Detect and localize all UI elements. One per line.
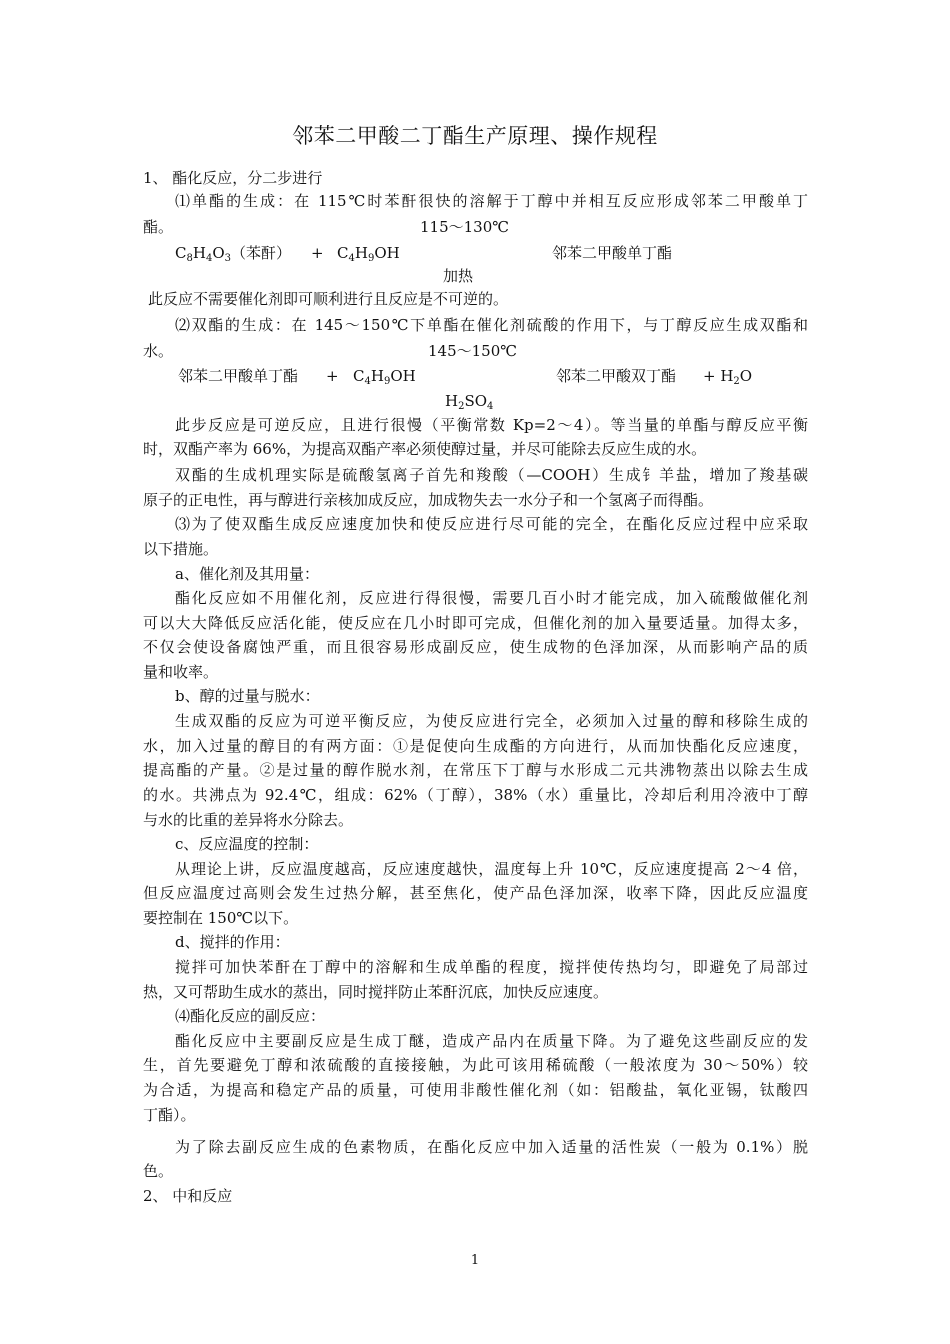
paragraph-line: 以下措施。 [143, 540, 219, 558]
reaction-product: 邻苯二甲酸双丁酯 [556, 367, 677, 385]
formula-water: + $H_2O$ [703, 367, 753, 387]
page-number: 1 [470, 1253, 480, 1268]
paragraph-line: 但反应温度过高则会发生过热分解，甚至焦化，使产品色泽加深，收率下降，因此反应温度 [143, 884, 808, 902]
paragraph-line: 酯。 [143, 218, 174, 236]
paragraph-line: 量和收率。 [143, 663, 219, 681]
paragraph-line: 酯化反应中主要副反应是生成丁醚，造成产品内在质量下降。为了避免这些副反应的发 [175, 1032, 808, 1050]
paragraph-line: 的水。共沸点为 92.4℃，组成：62%（丁醇），38%（水）重量比，冷却后利用冷液中丁醇 [143, 786, 808, 804]
subheading-d: d、搅拌的作用： [175, 933, 290, 951]
subheading-b: b、醇的过量与脱水： [175, 687, 320, 705]
paragraph-line: 原子的正电性，再与醇进行亲核加成反应，加成物失去一水分子和一个氢离子而得酯。 [143, 491, 714, 509]
paragraph-line: 酯化反应如不用催化剂，反应进行得很慢，需要几百小时才能完成，加入硫酸做催化剂 [175, 589, 808, 607]
paragraph-line: 热，又可帮助生成水的蒸出，同时搅拌防止苯酐沉底，加快反应速度。 [143, 983, 609, 1001]
subheading-a: a、催化剂及其用量： [175, 565, 319, 583]
paragraph-line: 水。 [143, 342, 174, 360]
paragraph-line: 此反应不需要催化剂即可顺利进行且反应是不可逆的。 [148, 290, 509, 308]
paragraph-line: 搅拌可加快苯酐在丁醇中的溶解和生成单酯的程度，搅拌使传热均匀，即避免了局部过 [175, 958, 808, 976]
paragraph-line: 与水的比重的差异将水分除去。 [143, 811, 354, 829]
paragraph-line: ⑴单酯的生成：在 115℃时苯酐很快的溶解于丁醇中并相互反应形成邻苯二甲酸单丁 [175, 192, 808, 210]
paragraph-line: 双酯的生成机理实际是硫酸氢离子首先和羧酸（—COOH）生成钅羊盐，增加了羧基碳 [175, 466, 808, 484]
paragraph-line: 从理论上讲，反应温度越高，反应速度越快，温度每上升 10℃，反应速度提高 2～4 倍， [175, 860, 808, 878]
section-1-heading: 1、 酯化反应，分二步进行 [143, 169, 323, 187]
paragraph-line: 水，加入过量的醇目的有两方面：①是促使向生成酯的方向进行，从而加快酯化反应速度， [143, 737, 808, 755]
reaction-condition-temperature: 115～130℃ [420, 218, 510, 236]
plus-sign: + [311, 244, 324, 262]
plus-sign: + [326, 367, 339, 385]
paragraph-line: 此步反应是可逆反应，且进行很慢（平衡常数 Kp=2～4）。等当量的单酯与醇反应平衡 [175, 416, 808, 434]
paragraph-line: ⑵双酯的生成：在 145～150℃下单酯在催化剂硫酸的作用下，与丁醇反应生成双酯和 [175, 316, 808, 334]
formula-butanol: $C_4H_9OH$ [337, 244, 400, 264]
paragraph-line: 不仅会使设备腐蚀严重，而且很容易形成副反应，使生成物的色泽加深，从而影响产品的质 [143, 638, 808, 656]
paragraph-line: 提高酯的产量。②是过量的醇作脱水剂，在常压下丁醇与水形成二元共沸物蒸出以除去生成 [143, 761, 808, 779]
reaction-condition-heat: 加热 [443, 267, 474, 285]
reaction-product: 邻苯二甲酸单丁酯 [552, 244, 673, 262]
subheading-c: c、反应温度的控制： [175, 835, 319, 853]
formula-phthalic-anhydride: $C_8H_4O_3$（苯酐） [175, 244, 292, 264]
formula-butanol: $C_4H_9OH$ [353, 367, 416, 387]
paragraph-line: 丁酯）。 [143, 1106, 196, 1124]
paragraph-line: 时，双酯产率为 66%，为提高双酯产率必须使醇过量，并尽可能除去反应生成的水。 [143, 440, 707, 458]
paragraph-line: 生成双酯的反应为可逆平衡反应，为使反应进行完全，必须加入过量的醇和移除生成的 [175, 712, 808, 730]
reactant-monoester: 邻苯二甲酸单丁酯 [178, 367, 299, 385]
subheading-side-reactions: ⑷酯化反应的副反应： [175, 1007, 326, 1025]
section-2-heading: 2、 中和反应 [143, 1187, 233, 1205]
paragraph-line: 色。 [143, 1162, 174, 1180]
paragraph-line: 可以大大降低反应活化能，使反应在几小时即可完成，但催化剂的加入量要适量。加得太多， [143, 614, 808, 632]
paragraph-line: 为合适，为提高和稳定产品的质量，可使用非酸性催化剂（如：铝酸盐，氧化亚锡，钛酸四 [143, 1081, 808, 1099]
paragraph-line: ⑶为了使双酯生成反应速度加快和使反应进行尽可能的完全，在酯化反应过程中应采取 [175, 515, 808, 533]
paragraph-line: 生，首先要避免丁醇和浓硫酸的直接接触，为此可该用稀硫酸（一般浓度为 30～50%）较 [143, 1056, 808, 1074]
page-title: 邻苯二甲酸二丁酯生产原理、操作规程 [292, 124, 658, 148]
reaction-condition-temperature: 145～150℃ [428, 342, 518, 360]
formula-sulfuric-acid: $H_2SO_4$ [445, 392, 494, 412]
paragraph-line: 为了除去副反应生成的色素物质，在酯化反应中加入适量的活性炭（一般为 0.1%）脱 [175, 1138, 808, 1156]
paragraph-line: 要控制在 150℃以下。 [143, 909, 299, 927]
